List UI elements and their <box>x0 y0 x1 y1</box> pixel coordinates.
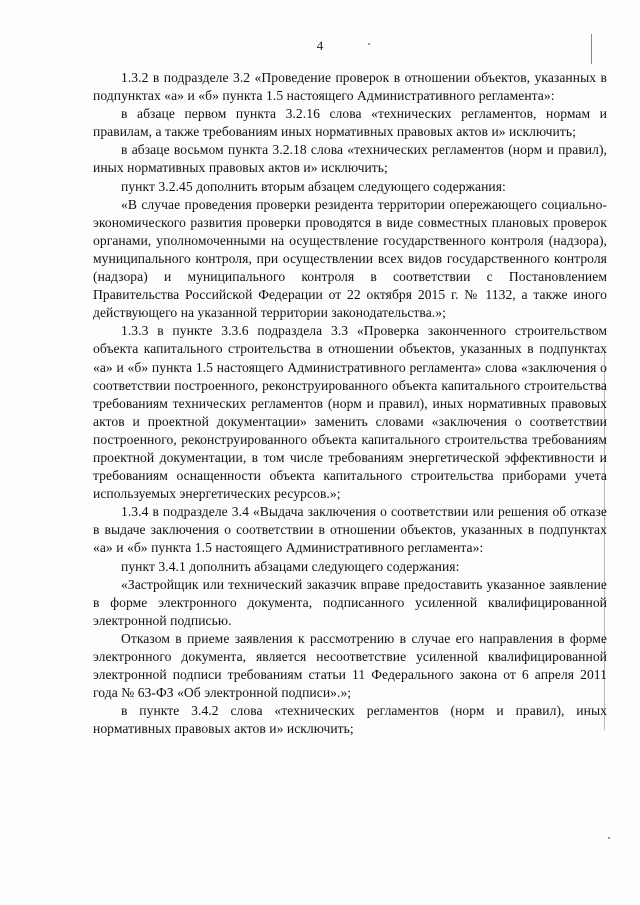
paragraph-3-2-45-text: «В случае проведения проверки резидента территории опережающего социально-экономического развития проверки проводятся в виде совместных плановых проверок органами, уполномоченными на осуществление государственного контроля (надзора), муниципального контроля, при осуществлении всех видов государственного контроля (надзора) и муниципального контроля в соответствии с Постановлением Правительства Российской Федерации от 22 октября 2015 г. № 1132, а также иного действующего на указанной территории законодательства.»; <box>93 196 607 321</box>
paragraph-1-3-4: 1.3.4 в подразделе 3.4 «Выдача заключения о соответствии или решения об отказе в выдаче заключения о соответствии в отношении объектов, указанных в подпунктах «а» и «б» пункта 1.5 настоящего Административного регламента»: <box>93 504 607 556</box>
paragraph-1-3-3: 1.3.3 в пункте 3.3.6 подраздела 3.3 «Проверка законченного строительством объекта капитального строительства в отношении объектов, указанных в подпунктах «а» и «б» пункта 1.5 настоящего Административного регламента» слова «заключения о соответствии построенного, реконструированного объекта капитального строительства требованиям технических регламентов (норм и правил), иных нормативных правовых актов и проектной документации» заменить словами «заключения о соответствии построенного, реконструированного объекта капитального строительства требованиям проектной документации, в том числе требованиям энергетической эффективности и требованиям оснащенности объекта капитального строительства приборами учета используемых энергетических ресурсов.»; <box>93 323 607 502</box>
paragraph-3-4-1-text-2: Отказом в приеме заявления к рассмотрению в случае его направления в форме электронного документа, является несоответствие усиленной квалифицированной электронной подписи требованиям статьи 11 Федерального закона от 6 апреля 2011 года № 63-ФЗ «Об электронной подписи».»; <box>93 630 607 701</box>
document-body <box>93 69 607 738</box>
page-number: 4 <box>316 38 324 53</box>
paragraph-1-3-2: 1.3.2 в подразделе 3.2 «Проведение проверок в отношении объектов, указанных в подпунктах «а» и «б» пункта 1.5 настоящего Административного регламента»: <box>93 70 607 104</box>
paragraph-3-2-18: в абзаце восьмом пункта 3.2.18 слова «технических регламентов (норм и правил), иных нормативных правовых актов и» исключить; <box>93 142 607 176</box>
paragraph-3-2-16: в абзаце первом пункта 3.2.16 слова «технических регламентов, нормам и правилам, а также требованиям иных нормативных правовых актов и» исключить; <box>93 106 607 140</box>
paragraph-3-4-1: пункт 3.4.1 дополнить абзацами следующего содержания: <box>121 558 460 574</box>
paragraph-3-4-2: в пункте 3.4.2 слова «технических регламентов (норм и правил), иных нормативных правовых актов и» исключить; <box>93 703 607 737</box>
paragraph-3-4-1-text-1: «Застройщик или технический заказчик вправе предоставить указанное заявление в форме электронного документа, подписанного усиленной квалифицированной электронной подписью. <box>93 576 607 628</box>
paragraph-3-2-45: пункт 3.2.45 дополнить вторым абзацем следующего содержания: <box>121 178 506 194</box>
scan-speck <box>608 837 610 839</box>
